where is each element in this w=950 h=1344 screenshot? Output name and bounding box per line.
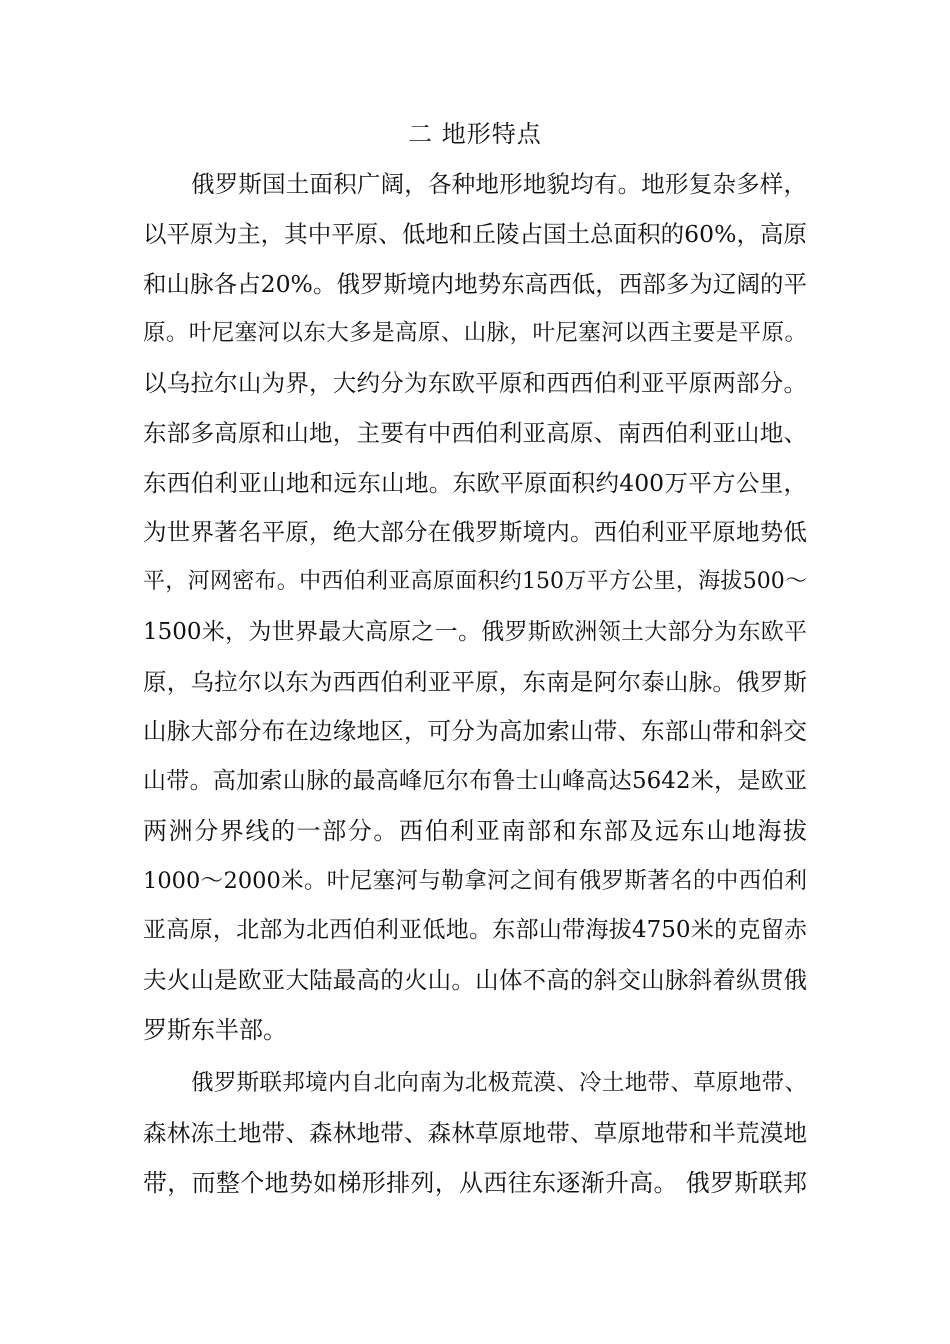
section-title: 二 地形特点 [408, 120, 542, 148]
paragraph-line: 1000～2000米。叶尼塞河与勒拿河之间有俄罗斯著名的中西伯利 [143, 868, 807, 894]
paragraph-line: 东部多高原和山地，主要有中西伯利亚高原、南西伯利亚山地、 [143, 419, 807, 447]
paragraph-line: 1500米，为世界最大高原之一。俄罗斯欧洲领土大部分为东欧平 [143, 619, 807, 645]
paragraph-line: 山带。高加索山脉的最高峰厄尔布鲁士山峰高达5642米，是欧亚 [143, 768, 807, 794]
paragraph-line: 带，而整个地势如梯形排列，从西往东逐渐升高。 俄罗斯联邦 [143, 1169, 807, 1197]
paragraph-line: 平，河网密布。中西伯利亚高原面积约150万平方公里，海拔500～ [143, 569, 807, 594]
paragraph-line: 俄罗斯国土面积广阔，各种地形地貌均有。地形复杂多样， [191, 170, 807, 198]
paragraph-line: 山脉大部分布在边缘地区，可分为高加索山带、东部山带和斜交 [143, 717, 807, 745]
paragraph-line: 东西伯利亚山地和远东山地。东欧平原面积约400万平方公里， [143, 469, 807, 497]
paragraph-line: 和山脉各占20%。俄罗斯境内地势东高西低，西部多为辽阔的平 [143, 270, 807, 298]
paragraph-line: 原，乌拉尔以东为西西伯利亚平原，东南是阿尔泰山脉。俄罗斯 [143, 668, 807, 696]
paragraph-line: 原。叶尼塞河以东大多是高原、山脉，叶尼塞河以西主要是平原。 [143, 320, 807, 346]
paragraph-line: 俄罗斯联邦境内自北向南为北极荒漠、冷土地带、草原地带、 [191, 1070, 807, 1096]
paragraph-line: 罗斯东半部。 [143, 1016, 287, 1044]
paragraph-line: 夫火山是欧亚大陆最高的火山。山体不高的斜交山脉斜着纵贯俄 [143, 966, 807, 994]
paragraph-line: 两洲分界线的一部分。西伯利亚南部和东部及远东山地海拔 [143, 817, 807, 845]
paragraph-line: 亚高原，北部为北西伯利亚低地。东部山带海拔4750米的克留赤 [143, 917, 807, 943]
paragraph-line: 以乌拉尔山为界，大约分为东欧平原和西西伯利亚平原两部分。 [143, 369, 807, 397]
paragraph-line: 以平原为主，其中平原、低地和丘陵占国土总面积的60%，高原 [143, 220, 807, 248]
paragraph-line: 为世界著名平原，绝大部分在俄罗斯境内。西伯利亚平原地势低 [143, 518, 807, 546]
paragraph-line: 森林冻土地带、森林地带、森林草原地带、草原地带和半荒漠地 [143, 1119, 807, 1147]
